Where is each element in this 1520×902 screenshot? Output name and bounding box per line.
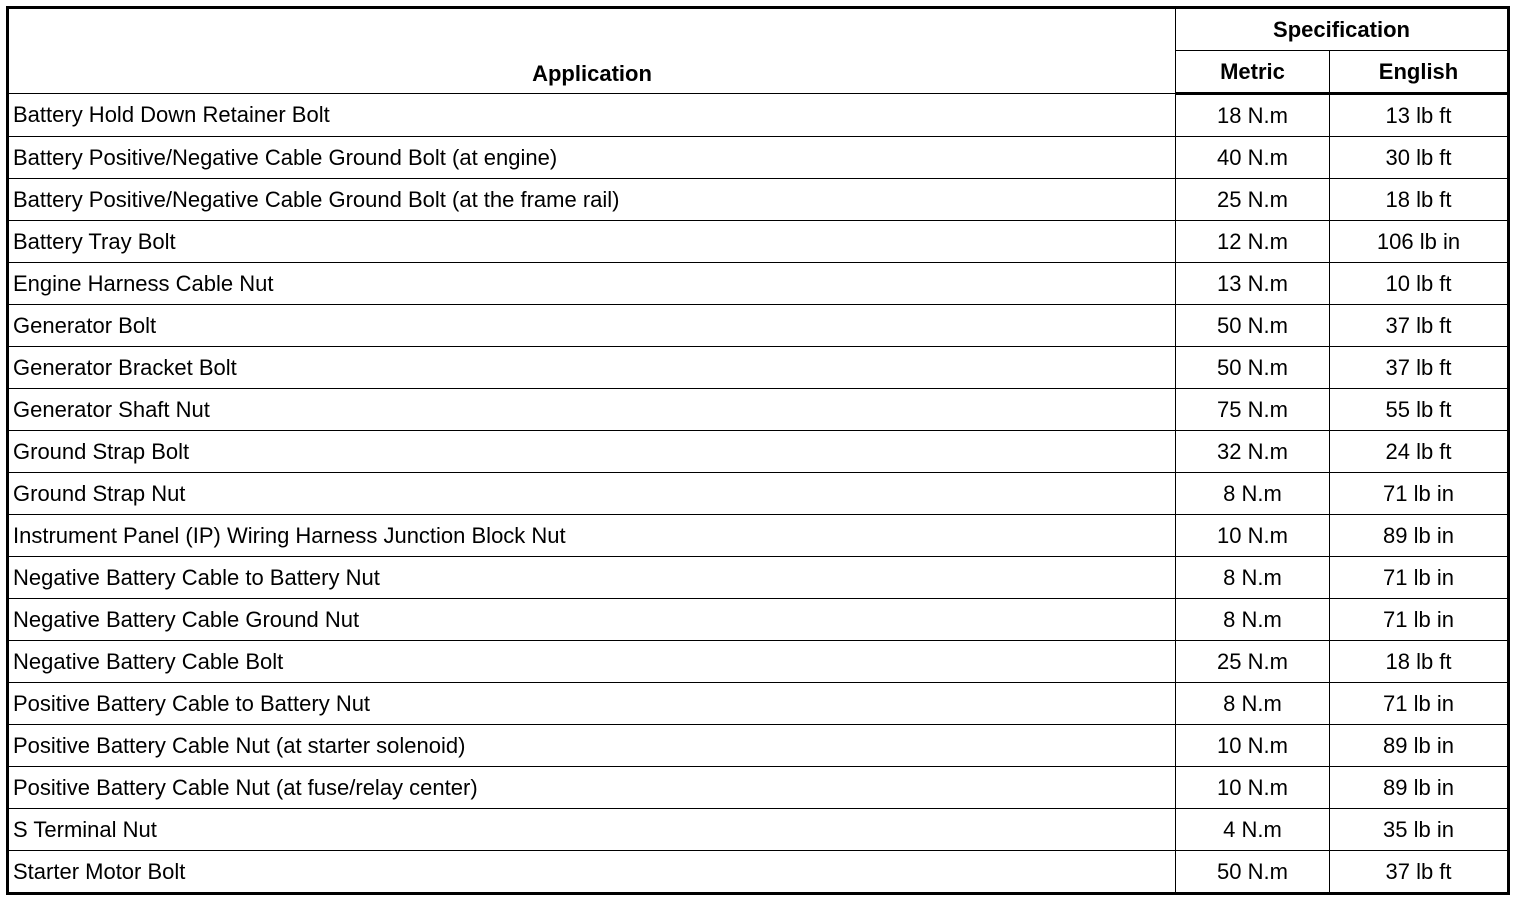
english-value-cell: 71 lb in <box>1330 599 1509 641</box>
english-value-cell: 18 lb ft <box>1330 179 1509 221</box>
fastener-specification-table <box>6 6 1510 895</box>
metric-value-cell: 13 N.m <box>1176 263 1330 305</box>
table-body <box>8 94 1509 894</box>
table-row <box>8 683 1509 725</box>
english-value-cell: 24 lb ft <box>1330 431 1509 473</box>
english-value-cell: 71 lb in <box>1330 557 1509 599</box>
metric-value-cell: 10 N.m <box>1176 515 1330 557</box>
application-cell: Generator Bracket Bolt <box>8 347 1176 389</box>
metric-value-cell: 4 N.m <box>1176 809 1330 851</box>
application-cell: Generator Shaft Nut <box>8 389 1176 431</box>
table-row <box>8 599 1509 641</box>
metric-value-cell: 18 N.m <box>1176 94 1330 137</box>
english-value-cell: 89 lb in <box>1330 515 1509 557</box>
english-value-cell: 37 lb ft <box>1330 347 1509 389</box>
metric-value-cell: 75 N.m <box>1176 389 1330 431</box>
metric-value-cell: 10 N.m <box>1176 725 1330 767</box>
table-row <box>8 263 1509 305</box>
english-value-cell: 37 lb ft <box>1330 305 1509 347</box>
metric-value-cell: 8 N.m <box>1176 683 1330 725</box>
english-value-cell: 35 lb in <box>1330 809 1509 851</box>
table-row <box>8 389 1509 431</box>
specification-column-header: Specification <box>1176 8 1509 51</box>
table-row <box>8 137 1509 179</box>
table-header <box>8 8 1509 94</box>
application-cell: Starter Motor Bolt <box>8 851 1176 894</box>
application-cell: S Terminal Nut <box>8 809 1176 851</box>
english-value-cell: 10 lb ft <box>1330 263 1509 305</box>
metric-value-cell: 8 N.m <box>1176 599 1330 641</box>
table-row <box>8 767 1509 809</box>
english-value-cell: 13 lb ft <box>1330 94 1509 137</box>
metric-column-header: Metric <box>1176 51 1330 94</box>
table-row <box>8 347 1509 389</box>
application-cell: Positive Battery Cable Nut (at starter solenoid) <box>8 725 1176 767</box>
table-row <box>8 515 1509 557</box>
application-cell: Negative Battery Cable to Battery Nut <box>8 557 1176 599</box>
application-cell: Generator Bolt <box>8 305 1176 347</box>
application-cell: Battery Hold Down Retainer Bolt <box>8 94 1176 137</box>
english-value-cell: 89 lb in <box>1330 725 1509 767</box>
english-value-cell: 71 lb in <box>1330 683 1509 725</box>
application-cell: Battery Tray Bolt <box>8 221 1176 263</box>
table-row <box>8 179 1509 221</box>
metric-value-cell: 50 N.m <box>1176 851 1330 894</box>
table-row <box>8 641 1509 683</box>
table-row <box>8 94 1509 137</box>
metric-value-cell: 32 N.m <box>1176 431 1330 473</box>
metric-value-cell: 12 N.m <box>1176 221 1330 263</box>
table-row <box>8 473 1509 515</box>
application-cell: Positive Battery Cable to Battery Nut <box>8 683 1176 725</box>
application-cell: Ground Strap Nut <box>8 473 1176 515</box>
table-row <box>8 305 1509 347</box>
application-cell: Ground Strap Bolt <box>8 431 1176 473</box>
table-row <box>8 557 1509 599</box>
application-column-header: Application <box>8 8 1176 94</box>
metric-value-cell: 25 N.m <box>1176 179 1330 221</box>
english-column-header: English <box>1330 51 1509 94</box>
metric-value-cell: 8 N.m <box>1176 557 1330 599</box>
application-cell: Negative Battery Cable Bolt <box>8 641 1176 683</box>
english-value-cell: 18 lb ft <box>1330 641 1509 683</box>
application-cell: Engine Harness Cable Nut <box>8 263 1176 305</box>
english-value-cell: 89 lb in <box>1330 767 1509 809</box>
metric-value-cell: 50 N.m <box>1176 305 1330 347</box>
application-cell: Positive Battery Cable Nut (at fuse/relay center) <box>8 767 1176 809</box>
application-cell: Instrument Panel (IP) Wiring Harness Junction Block Nut <box>8 515 1176 557</box>
table-row <box>8 809 1509 851</box>
metric-value-cell: 40 N.m <box>1176 137 1330 179</box>
english-value-cell: 71 lb in <box>1330 473 1509 515</box>
metric-value-cell: 25 N.m <box>1176 641 1330 683</box>
metric-value-cell: 8 N.m <box>1176 473 1330 515</box>
english-value-cell: 55 lb ft <box>1330 389 1509 431</box>
metric-value-cell: 10 N.m <box>1176 767 1330 809</box>
table-row <box>8 431 1509 473</box>
table-row <box>8 725 1509 767</box>
english-value-cell: 106 lb in <box>1330 221 1509 263</box>
english-value-cell: 37 lb ft <box>1330 851 1509 894</box>
application-cell: Battery Positive/Negative Cable Ground Bolt (at engine) <box>8 137 1176 179</box>
metric-value-cell: 50 N.m <box>1176 347 1330 389</box>
header-row-top <box>8 8 1509 51</box>
english-value-cell: 30 lb ft <box>1330 137 1509 179</box>
table-row <box>8 221 1509 263</box>
application-cell: Negative Battery Cable Ground Nut <box>8 599 1176 641</box>
application-cell: Battery Positive/Negative Cable Ground Bolt (at the frame rail) <box>8 179 1176 221</box>
table-row <box>8 851 1509 894</box>
